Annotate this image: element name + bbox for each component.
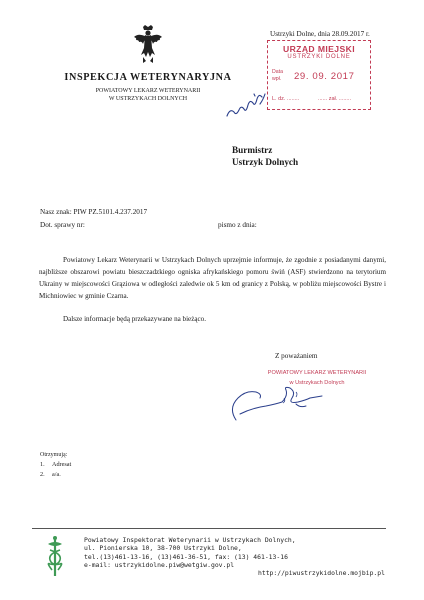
organization-subtitle-line-2: W USTRZYKACH DOLNYCH: [108, 95, 188, 102]
closing-regards: Z poważaniem: [275, 352, 318, 360]
distribution-item-text: a/a.: [52, 470, 61, 478]
place-date: Ustrzyki Dolne, dnia 28.09.2017 r.: [270, 30, 370, 38]
organization-subtitle: [46, 88, 250, 104]
recipient-block: [232, 144, 298, 168]
distribution-item-number: 2.: [40, 470, 45, 478]
footer-address: [84, 536, 296, 570]
distribution-label: Otrzymują:: [40, 452, 68, 458]
footer-line-2: ul. Pionierska 10, 38-700 Ustrzyki Dolne,: [84, 544, 242, 553]
official-stamp-line-1: POWIATOWY LEKARZ WETERYNARII: [267, 370, 367, 376]
letter-body: [39, 254, 386, 336]
footer-line-3: tel.(13)461-13-16, (13)461-36-51, fax: (13) 461-13-16: [84, 552, 288, 561]
organization-subtitle-line-1: POWIATOWY LEKARZ WETERYNARII: [95, 88, 201, 94]
letter-of-date: pismo z dnia:: [218, 221, 257, 229]
footer-divider: [32, 528, 386, 529]
our-reference: Nasz znak: PIW PZ.5101.4.237.2017: [40, 208, 148, 216]
distribution-list: [40, 460, 71, 479]
intake-stamp-subtitle: USTRZYKI DOLNE: [287, 54, 351, 60]
footer-line-1: Powiatowy Inspektorat Weterynarii w Ustrzykach Dolnych,: [84, 536, 296, 544]
recipient-line-2: Ustrzyk Dolnych: [232, 157, 299, 167]
distribution-item: [40, 460, 71, 470]
eagle-emblem-icon: [132, 24, 164, 64]
official-stamp-line-2: w Ustrzykach Dolnych: [289, 380, 345, 386]
distribution-item-number: 1.: [40, 461, 45, 468]
intake-stamp-label-wpl: wpł.: [272, 76, 282, 82]
intake-stamp-label-data: Data: [272, 69, 283, 75]
recipient-line-1: Burmistrz: [232, 145, 273, 155]
intake-stamp: [267, 40, 371, 110]
your-reference: Dot. sprawy nr:: [40, 221, 85, 229]
body-paragraph-2: Dalsze informacje będą przekazywane na bieżąco.: [63, 315, 206, 323]
intake-stamp-title: URZĄD MIEJSKI: [282, 44, 356, 54]
footer-line-4: e-mail: ustrzykidolne.piw@wetgiw.gov.pl: [84, 561, 235, 570]
intake-stamp-attachments-line: ...... zał. ........: [318, 96, 352, 102]
handwritten-signature-icon: [226, 368, 342, 428]
footer-website-link[interactable]: http://piwustrzykidolne.mojbip.pl: [258, 569, 385, 577]
handwritten-initials-icon: [224, 90, 268, 120]
intake-stamp-register-line: L. dz. ........: [272, 96, 300, 102]
veterinary-caduceus-logo-icon: [40, 534, 70, 578]
organization-title: INSPEKCJA WETERYNARYJNA: [64, 72, 232, 83]
intake-stamp-date: 29. 09. 2017: [294, 71, 355, 82]
distribution-item: [40, 470, 71, 480]
body-paragraph-1: Powiatowy Lekarz Weterynarii w Ustrzykach Dolnych uprzejmie informuje, że zgodnie z posiadanymi danymi, najbliższe obszarowi powiatu bieszczadzkiego ogniska afrykańskiego pomoru świń (ASF) stwierdzono na terytorium Ukrainy w miejscowości Grąziowa w odległości zaledwie ok 5 km od granicy z Polską, w pobliżu miejscowości Bystre i Michniowiec w gminie Czarna.: [39, 256, 386, 300]
distribution-item-text: Adresat: [52, 461, 72, 468]
